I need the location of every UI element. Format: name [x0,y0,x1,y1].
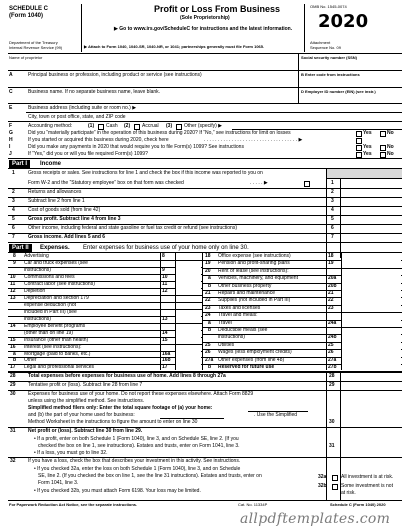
expense-box-number: 21 [328,290,334,296]
principal-business-field[interactable] [26,80,294,86]
expense-label-left: Car and truck expenses (see [24,259,88,266]
expense-amount-right[interactable] [342,283,401,289]
left-number-divider [160,252,161,370]
ssn-field[interactable] [301,61,399,68]
j-yes-label: Yes [363,151,372,157]
line-4-amount[interactable] [341,207,401,214]
expense-box-number: 25 [328,341,334,348]
line-7-amount[interactable] [341,234,401,241]
line-30-amount[interactable] [341,419,401,426]
expense-line-number: 23 [205,304,211,311]
expense-label-right: Vehicles, machinery, and equipment [218,275,298,282]
expense-label-right: Deductible meals (see [218,327,268,333]
expense-line-number: 25 [205,341,211,348]
line-28-label: Total expenses before expenses for business use of home. Add lines 8 through 27a [28,373,226,379]
line-29-amount[interactable] [341,382,401,389]
expense-line-number: 10 [10,273,16,280]
expenses-bottom-line [8,372,402,373]
expense-line-number: 18 [205,253,211,259]
expense-line-number: b [13,357,17,364]
expenses-divider [202,252,203,370]
form-title: Profit or Loss From Business [154,4,281,14]
i-no-checkbox[interactable] [380,145,386,151]
accrual-label: Accrual [142,123,159,129]
line-1-label: Gross receipts or sales. See instructions for line 1 and check the box if this income was reported to you on [28,170,263,176]
expense-box-number: 26 [328,349,334,356]
schedule-id: SCHEDULE C [9,6,49,12]
line-a-label: Principal business or profession, including product or service (see instructions) [28,72,202,78]
right-number-divider [326,252,327,370]
business-address-field[interactable] [160,105,398,111]
expense-line-number: 16 [10,343,16,350]
g-yes-checkbox[interactable] [356,131,362,137]
expense-box-number: 23 [328,304,334,311]
option-2-number: (2) [124,123,131,129]
expense-label-right: instructions) [218,334,245,341]
expense-line-number: 13 [10,294,16,301]
expense-line-number: b [208,364,212,370]
line-j-label: If “Yes,” did you or will you file required Form(s) 1099? [28,151,148,157]
ssn-label: Social security number (SSN) [301,55,358,60]
line-28-amount[interactable] [341,373,401,380]
line-i-label: Did you make any payments in 2020 that would require you to file Form(s) 1099? See instructions [28,144,244,150]
line-h-label: If you started or acquired this business during 2020, check here [28,137,169,143]
expense-label-left: Mortgage (paid to banks, etc.) [24,350,91,357]
line-3-label: Subtract line 2 from line 1 [28,198,85,204]
expense-box-number: 20b [328,282,337,289]
expense-box-number: 16a [162,350,171,357]
expense-label-left: (other than on line 19) [24,329,73,336]
some-not-at-risk-checkbox[interactable] [332,484,338,490]
simplified-worksheet-label: . Use the Simplified [254,412,298,418]
attach-instructions: ▶ Attach to Form 1040, 1040-SR, 1040-NR, or 1041; partnerships generally must file Form 1065. [84,44,265,49]
expense-box-number: 13 [162,315,168,322]
simplified-method-label: Simplified method filers only: Enter the total square footage of (a) your home: [28,405,213,411]
expense-line-number: a [208,275,211,282]
expense-label-left: included in Part III) (see [24,308,77,315]
expense-label-left: Insurance (other than health) [24,336,89,343]
expense-amount-right[interactable] [342,349,401,355]
expense-box-number: 24b [328,334,337,341]
line-7-label: Gross income. Add lines 5 and 6 [28,234,106,240]
line-g-label: Did you “materially participate” in the operation of this business during 2020? If “No,” see instructions for limit on losses [28,130,291,136]
ein-label: D Employer ID number (EIN) (see instr.) [301,89,376,94]
expense-box-number: 9 [162,266,165,273]
line-3-amount[interactable] [341,198,401,205]
line-6-amount[interactable] [341,225,401,232]
expense-amount-right[interactable] [342,253,401,259]
city-state-zip-field[interactable] [160,114,398,120]
expense-amount-right[interactable] [342,290,401,296]
part-1-title: Income [40,161,62,167]
line-e-address-label: Business address (including suite or room no.) ▶ [28,105,137,111]
expense-amount-right[interactable] [342,342,401,348]
i-yes-label: Yes [363,144,372,150]
business-code-label: B Enter code from instructions [301,72,360,77]
expense-label-right: Pension and profit-sharing plans [218,260,290,267]
expense-box-number: 10 [162,273,168,280]
part-2-label: Part II [9,244,32,252]
part-1-label: Part I [9,160,30,168]
expense-amount-left[interactable] [176,351,201,357]
form-subtitle: (Sole Proprietorship) [180,15,230,21]
expense-box-number: 14 [162,329,168,336]
business-name-field[interactable] [26,96,294,102]
option-1-number: (1) [88,123,95,129]
expense-box-number: 15 [162,336,168,343]
line-4-label: Cost of goods sold (from line 42) [28,207,101,213]
paperwork-notice: For Paperwork Reduction Act Notice, see the separate instructions. [9,502,138,507]
business-code-field[interactable] [301,79,399,86]
expense-amount-left[interactable] [176,267,201,273]
expense-box-number: 8 [162,253,165,259]
j-no-label: No [387,151,394,157]
expense-label-right: Wages (less employment credits) [218,349,292,356]
line-5-amount[interactable] [341,216,401,223]
tax-year: 2020 [318,11,369,32]
expense-label-right: Travel and meals: [218,312,258,319]
expense-line-number: 8 [13,253,16,259]
expense-label-left: Contract labor (see instructions) [24,280,95,287]
part-2-title: Expenses. [40,245,70,251]
expense-label-right: Rent or lease (see instructions): [218,267,289,274]
expense-label-left: instructions) [24,266,51,273]
expense-amount-left[interactable] [176,364,201,370]
expense-box-number: 19 [328,260,334,267]
attachment-label: Attachment [310,40,331,45]
expense-line-number: 22 [205,297,211,304]
expense-amount-left[interactable] [176,330,201,336]
expense-label-right: Taxes and licenses [218,304,261,311]
expense-amount-left[interactable] [176,337,201,343]
expense-label-right: Repairs and maintenance [218,290,275,296]
i-yes-checkbox[interactable] [356,145,362,151]
expense-label-left: Interest (see instructions): [24,343,82,350]
line-31-profit: • If a profit, enter on both Schedule 1 (Form 1040), line 3, and on Schedule SE, line 2. (If you [34,436,239,442]
statutory-employee-checkbox[interactable] [304,181,310,187]
expense-box-number: 18 [328,253,334,259]
expense-amount-right[interactable] [342,305,401,311]
expense-label-left: Advertising [24,253,49,259]
omb-number: OMB No. 1545-0074 [310,4,347,9]
proprietor-name-label: Name of proprietor [9,55,43,60]
expense-line-number: 9 [13,259,16,266]
cash-label: Cash [106,123,118,129]
proprietor-name-field[interactable] [12,61,294,68]
part-2-subtitle: Enter expenses for business use of your home only on line 30. [83,245,249,251]
expense-box-number: 22 [328,297,334,304]
expense-label-right: Other business property [218,282,272,289]
other-method-label: Other (specify) ▶ [184,123,223,129]
expense-label-right: Utilities [218,341,235,348]
h-started-checkbox[interactable] [356,138,362,144]
expense-label-right: Other expenses (from line 48) [218,356,285,363]
expense-line-number: a [13,350,16,357]
line-29-label: Tentative profit or (loss). Subtract line 28 from line 7 [28,382,143,388]
line-32a-text-3: Form 1041, line 3. [38,480,79,486]
line-1-label-cont: Form W-2 and the “Statutory employee” box on that form was checked [28,180,184,186]
expense-amount-right[interactable] [342,364,401,370]
expense-box-number: 11 [162,280,168,287]
expense-label-right: Supplies (not included in Part III) [218,297,291,304]
expense-box-number: 27b [328,364,337,370]
expense-line-number: 12 [10,287,16,294]
ein-field[interactable] [301,96,399,102]
expense-label-left: Employee benefit programs [24,322,86,329]
expense-box-number: 24a [328,319,337,326]
expense-amount-left[interactable] [176,357,201,363]
expense-amount-left[interactable] [176,253,201,259]
expense-box-number: 12 [162,287,168,294]
g-yes-label: Yes [363,130,372,136]
expense-label-right: Travel [218,319,232,326]
g-no-checkbox[interactable] [380,131,386,137]
expense-label-right: Office expense (see instructions) [218,253,291,259]
line-c-label: Business name. If no separate business name, leave blank. [28,89,161,95]
line-31-loss: • If a loss, you must go to line 32. [34,450,108,456]
expense-amount-left[interactable] [176,274,201,280]
expense-line-number: 19 [205,260,211,267]
expense-label-left: Legal and professional services [24,364,95,371]
line-31-label: Net profit or (loss). Subtract line 30 from line 29. [28,428,143,434]
line-31-amount[interactable] [341,443,401,450]
expense-line-number: 24 [205,312,211,319]
expense-box-number: 16b [162,357,171,364]
line-2-amount[interactable] [341,189,401,196]
expense-amount-left[interactable] [176,288,201,294]
expense-amount-right[interactable] [342,357,401,363]
catalog-number: Cat. No. 11334P [238,502,268,507]
expense-amount-right[interactable] [342,297,401,303]
expense-label-left: instructions) [24,315,51,322]
expense-line-number: 27a [205,356,214,363]
expense-box-number: 20a [328,275,337,282]
expense-line-number: 14 [10,322,16,329]
line-1-amount[interactable] [341,179,401,187]
expense-line-number: b [208,282,212,289]
expense-line-number: 11 [10,280,16,287]
home-part-label: and (b) the part of your home used for business: [28,412,135,418]
expense-label-left: expense deduction (not [24,301,76,308]
irs-label: Internal Revenue Service (99) [9,45,63,50]
expense-amount-right[interactable] [342,320,401,326]
i-no-label: No [387,144,394,150]
expense-label-left: Other [24,357,37,364]
g-no-label: No [387,130,394,136]
expense-box-number: 17 [162,364,168,371]
department-label: Department of the Treasury [9,40,58,45]
expense-amount-left[interactable] [176,316,201,322]
expense-line-number: b [208,327,212,333]
some-not-at-risk-label: Some investment is not [341,483,393,489]
expense-line-number: 17 [10,364,16,371]
accounting-method-label: Accounting method: [28,123,73,129]
line-5-label: Gross profit. Subtract line 4 from line 3 [28,216,121,222]
expense-line-number: 26 [205,349,211,356]
expense-line-number: 15 [10,336,16,343]
watermark: allpdftemplates.com [240,511,391,527]
expense-box-number: 27a [328,356,337,363]
all-at-risk-checkbox[interactable] [332,475,338,481]
instructions-link[interactable]: ▶ Go to www.irs.gov/ScheduleC for instructions and the latest information. [114,26,293,32]
form-number: (Form 1040) [9,13,44,19]
line-6-label: Other income, including federal and state gasoline or fuel tax credit or refund (see instructions) [28,225,237,231]
line-30-worksheet: Method Worksheet in the instructions to figure the amount to enter on line 30 [28,419,198,425]
line-32a-text: • If you checked 32a, enter the loss on both Schedule 1 (Form 1040), line 3, and on Schedule [34,466,241,472]
expense-amount-right[interactable] [342,260,401,266]
line-30-label: Expenses for business use of your home. Do not report these expenses elsewhere. Attach Form 8829 [28,391,254,397]
some-not-at-risk-label-2: at risk. [341,490,356,496]
expense-label-left: Depreciation and section 179 [24,294,89,301]
line-e-city-label: City, town or post office, state, and ZIP code [28,114,126,120]
line-2-label: Returns and allowances [28,189,82,195]
line-30-label-2: unless using the simplified method. See instructions. [28,398,145,404]
line-31-profit-2: checked the box on line 1, see instructions). Estates and trusts, enter on Form 1041, line 3. [38,443,240,449]
all-at-risk-label: All investment is at risk. [341,474,394,480]
sequence-number: Sequence No. 09 [310,45,341,50]
line-32b-text: • If you checked 32b, you must attach Form 6198. Your loss may be limited. [34,488,201,494]
line-32-label: If you have a loss, check the box that describes your investment in this activity. See instructions. [28,458,241,464]
expense-label-right: Reserved for future use [218,364,275,370]
footer-form-id: Schedule C (Form 1040) 2020 [330,502,386,507]
expense-amount-right[interactable] [342,275,401,281]
expense-line-number: 20 [205,267,211,274]
expense-label-left: Commissions and fees [24,273,75,280]
option-3-number: (3) [166,123,173,129]
expense-label-left: Depletion [24,287,46,294]
expense-line-number: a [208,319,211,326]
expense-amount-right[interactable] [342,334,401,340]
expense-amount-left[interactable] [176,281,201,287]
expense-row-line [8,357,202,358]
line-32a-text-2: SE, line 2. (If you checked the box on line 1, see the line 31 instructions). Estates and trusts, enter on [38,473,262,479]
expense-line-number: 21 [205,290,211,296]
